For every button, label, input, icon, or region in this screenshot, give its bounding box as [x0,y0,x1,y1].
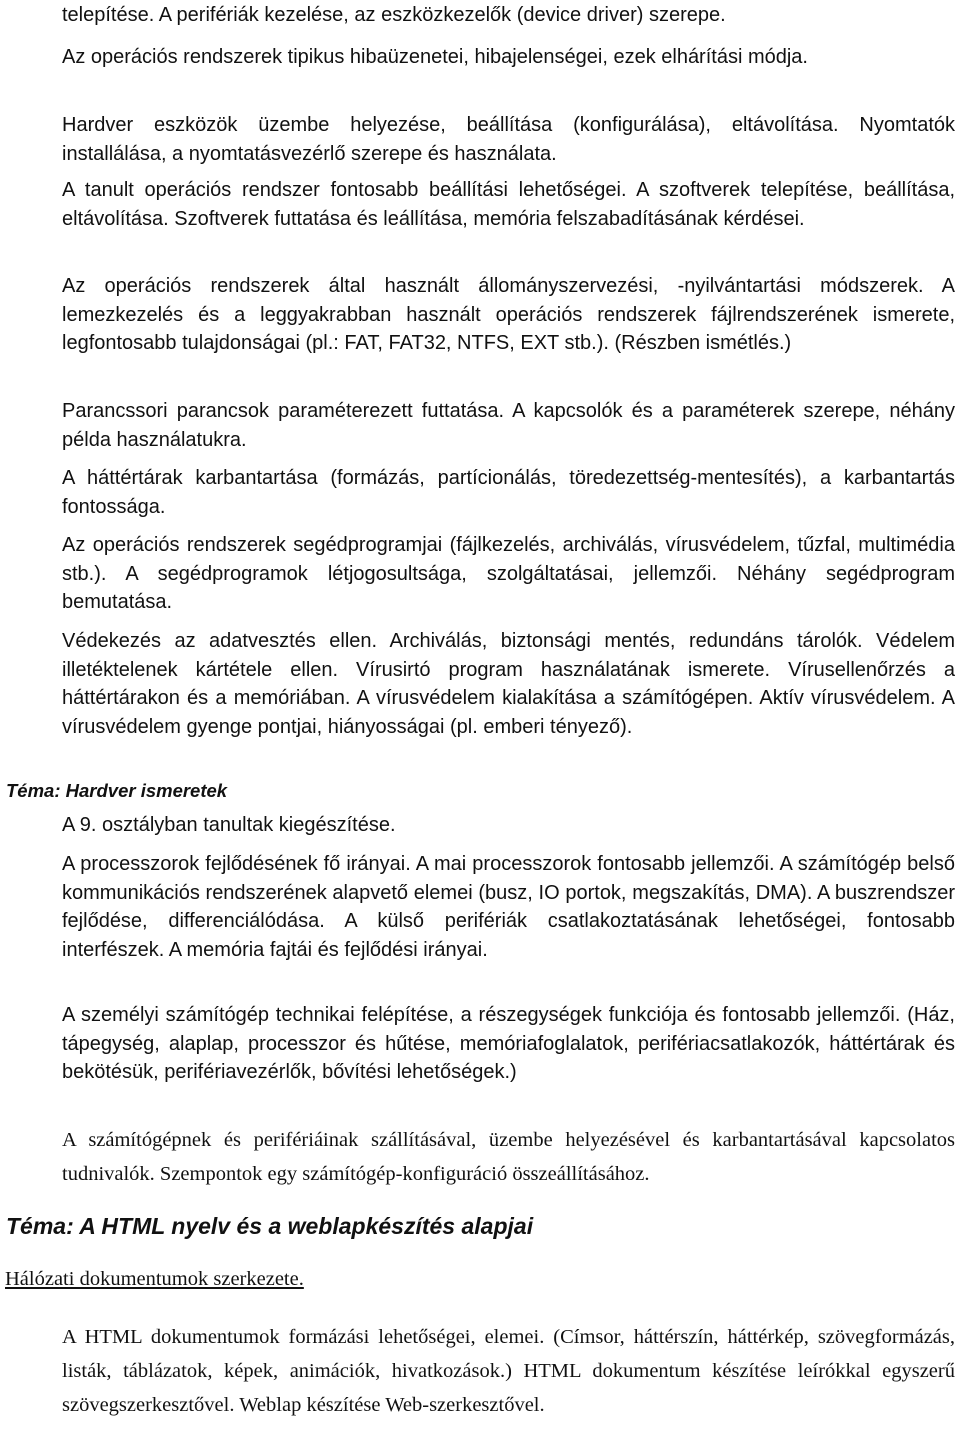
paragraph-grade9-supplement: A 9. osztályban tanultak kiegészítése. [62,814,396,836]
paragraph-storage-maintenance: A háttértárak karbantartása (formázás, partícionálás, töredezettség-mentesítés), a karbantartás fontossága. [62,467,955,518]
paragraph-data-protection: Védekezés az adatvesztés ellen. Archiválás, biztonsági mentés, redundáns tárolók. Védelem illetéktelenek kártétele ellen. Vírusirtó program használatának ismerete. Vírusellenőrzés a háttértárakon és a memóriában. A vírusvédelem kialakítása a számítógépen. Aktív vírusvédelem. A vírusvédelem gyenge pontjai, hiányosságai (pl. emberi tényező). [62,630,955,739]
paragraph-pc-architecture: A személyi számítógép technikai felépítése, a részegységek funkciója és fontosabb jellemzői. (Ház, tápegység, alaplap, processzor és hűtése, memóriafoglalatok, perifériacsatlakozók, háttértárak és bekötésük, perifériavezérlők, bővítési lehetőségek.) [62,1004,955,1084]
paragraph-hardware-setup: Hardver eszközök üzembe helyezése, beállítása (konfigurálása), eltávolítása. Nyomtatók installálása, a nyomtatásvezérlő szerepe és használata. [62,114,955,165]
paragraph-file-systems: Az operációs rendszerek által használt állományszervezési, -nyilvántartási módszerek. A lemezkezelés és a leggyakrabban használt operációs rendszerek fájlrendszerének ismerete, legfontosabb tulajdonságai (pl.: FAT, FAT32, NTFS, EXT stb.). (Részben ismétlés.) [62,275,955,355]
paragraph-command-line: Parancssori parancsok paraméterezett futtatása. A kapcsolók és a paraméterek szerepe, néhány példa használatukra. [62,400,955,451]
subheading-network-documents: Hálózati dokumentumok szerkezete. [5,1268,304,1290]
paragraph-pc-delivery: A számítógépnek és perifériáinak szállításával, üzembe helyezésével és karbantartásával kapcsolatos tudnivalók. Szempontok egy számítógép-konfiguráció összeállításához. [62,1129,955,1185]
paragraph-utilities: Az operációs rendszerek segédprogramjai (fájlkezelés, archiválás, vírusvédelem, tűzfal, multimédia stb.). A segédprogramok létjogosultsága, szolgáltatásai, jellemzői. Néhány segédprogram bemutatása. [62,534,955,614]
paragraph-os-error-messages: Az operációs rendszerek tipikus hibaüzenetei, hibajelenségei, ezek elhárítási módja. [62,46,808,68]
topic-heading-hardware: Téma: Hardver ismeretek [6,780,228,801]
paragraph-device-drivers: telepítése. A perifériák kezelése, az eszközkezelők (device driver) szerepe. [62,4,726,26]
paragraph-html-formatting: A HTML dokumentumok formázási lehetőségei, elemei. (Címsor, háttérszín, háttérkép, szövegformázás, listák, táblázatok, képek, animációk, hivatkozások.) HTML dokumentum készítése leírókkal egyszerű szövegszerkesztővel. Weblap készítése Web-szerkesztővel. [62,1326,955,1416]
paragraph-os-settings: A tanult operációs rendszer fontosabb beállítási lehetőségei. A szoftverek telepítése, beállítása, eltávolítása. Szoftverek futtatása és leállítása, memória felszabadításának kérdései. [62,179,955,230]
paragraph-processors: A processzorok fejlődésének fő irányai. A mai processzorok fontosabb jellemzői. A számítógép belső kommunikációs rendszerének alapvető elemei (busz, IO portok, megszakítás, DMA). A buszrendszer fejlődése, differenciálódása. A külső perifériák csatlakoztatásának lehetőségei, fontosabb interfészek. A memória fajtái és fejlődési irányai. [62,853,955,962]
topic-heading-html: Téma: A HTML nyelv és a weblapkészítés alapjai [6,1213,534,1239]
